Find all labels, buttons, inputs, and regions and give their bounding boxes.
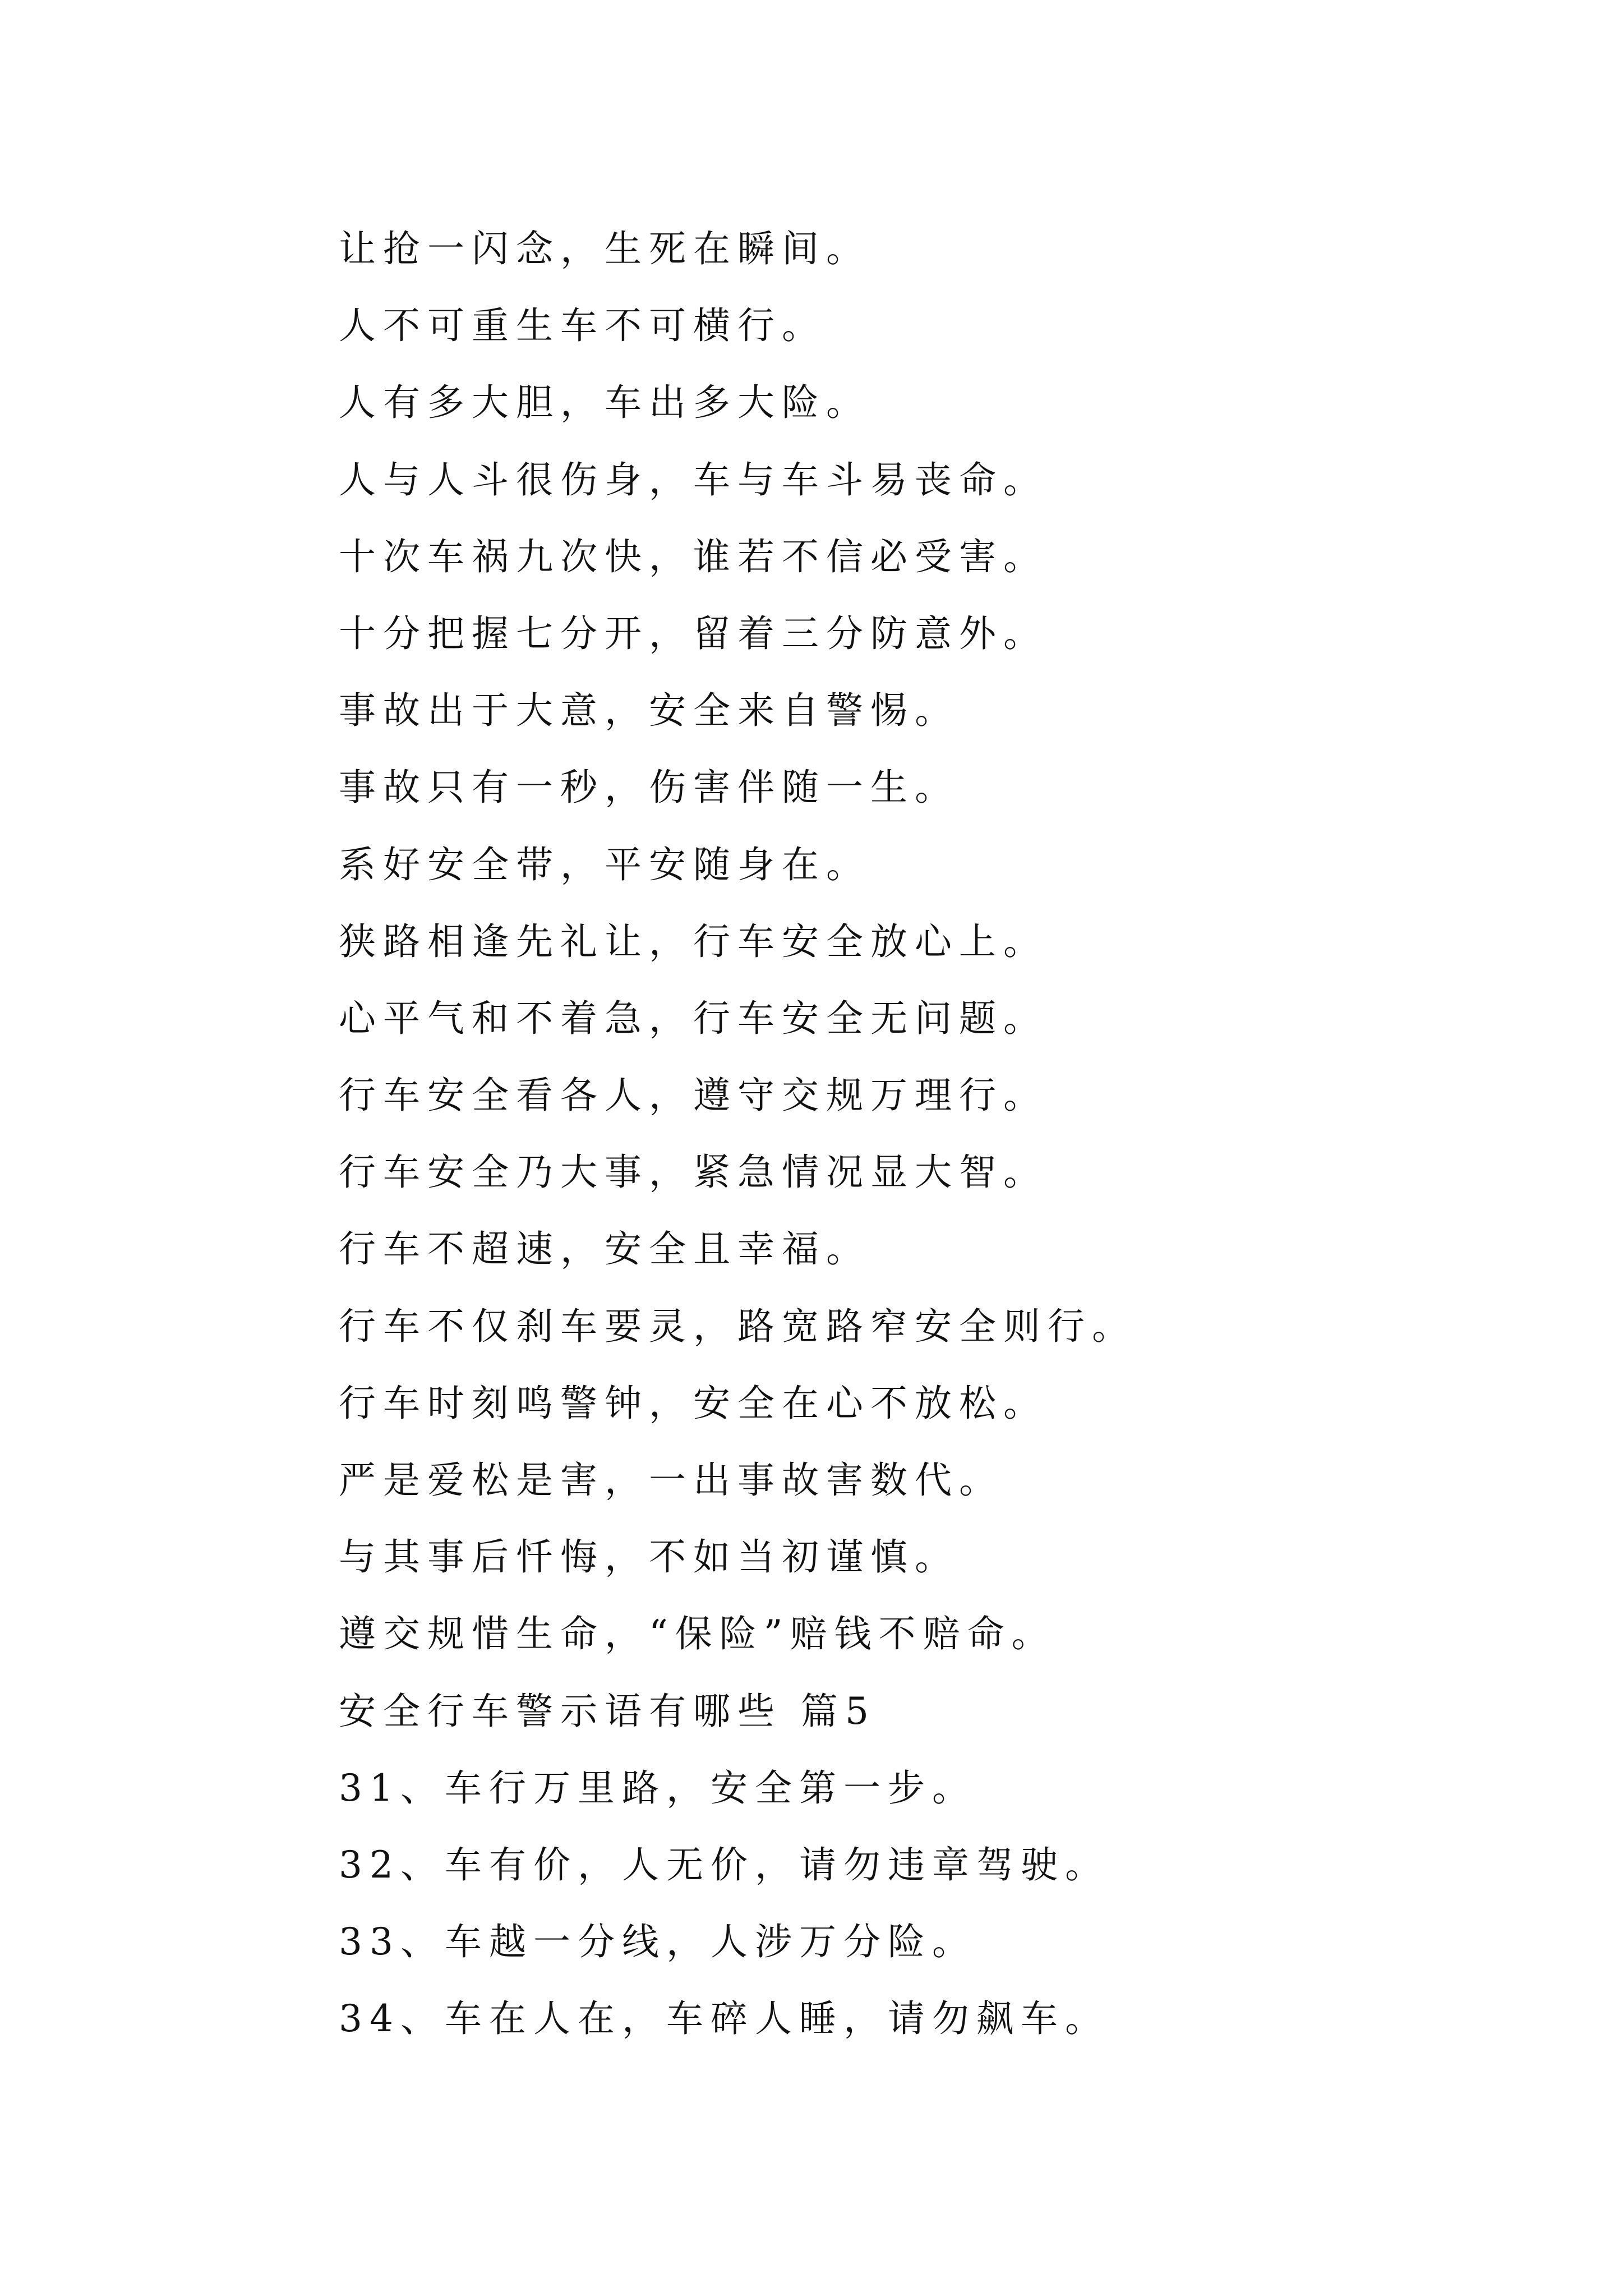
text-line: 行车时刻鸣警钟，安全在心不放松。 — [339, 1381, 1048, 1425]
text-line: 让抢一闪念，生死在瞬间。 — [339, 227, 870, 270]
text-line: 行车不仅刹车要灵，路宽路窄安全则行。 — [339, 1304, 1136, 1348]
text-line: 事故只有一秒，伤害伴随一生。 — [339, 766, 959, 809]
text-line: 行车安全看各人，遵守交规万理行。 — [339, 1074, 1048, 1117]
section-heading: 安全行车警示语有哪些 篇5 — [339, 1689, 876, 1733]
text-line: 行车不超速，安全且幸福。 — [339, 1227, 870, 1271]
numbered-item: 32、车有价，人无价，请勿违章驾驶。 — [339, 1843, 1109, 1887]
text-line: 与其事后忏悔，不如当初谨慎。 — [339, 1535, 959, 1579]
numbered-item: 31、车行万里路，安全第一步。 — [339, 1766, 976, 1810]
text-line: 系好安全带，平安随身在。 — [339, 843, 870, 886]
text-line: 人有多大胆，车出多大险。 — [339, 381, 870, 425]
text-line: 十次车祸九次快，谁若不信必受害。 — [339, 535, 1048, 578]
text-line: 行车安全乃大事，紧急情况显大智。 — [339, 1151, 1048, 1194]
text-line: 事故出于大意，安全来自警惕。 — [339, 689, 959, 733]
numbered-item: 33、车越一分线，人涉万分险。 — [339, 1920, 976, 1964]
text-line: 人与人斗很伤身，车与车斗易丧命。 — [339, 458, 1048, 501]
text-line: 严是爱松是害，一出事故害数代。 — [339, 1458, 1003, 1502]
text-line: 十分把握七分开，留着三分防意外。 — [339, 611, 1048, 655]
text-line: 人不可重生车不可横行。 — [339, 304, 826, 348]
text-line: 遵交规惜生命，“保险”赔钱不赔命。 — [339, 1612, 1056, 1656]
text-line: 狭路相逢先礼让，行车安全放心上。 — [339, 919, 1048, 963]
numbered-item: 34、车在人在，车碎人睡，请勿飙车。 — [339, 1997, 1109, 2041]
slogan-list — [339, 210, 1516, 2058]
text-line: 心平气和不着急，行车安全无问题。 — [339, 996, 1048, 1040]
